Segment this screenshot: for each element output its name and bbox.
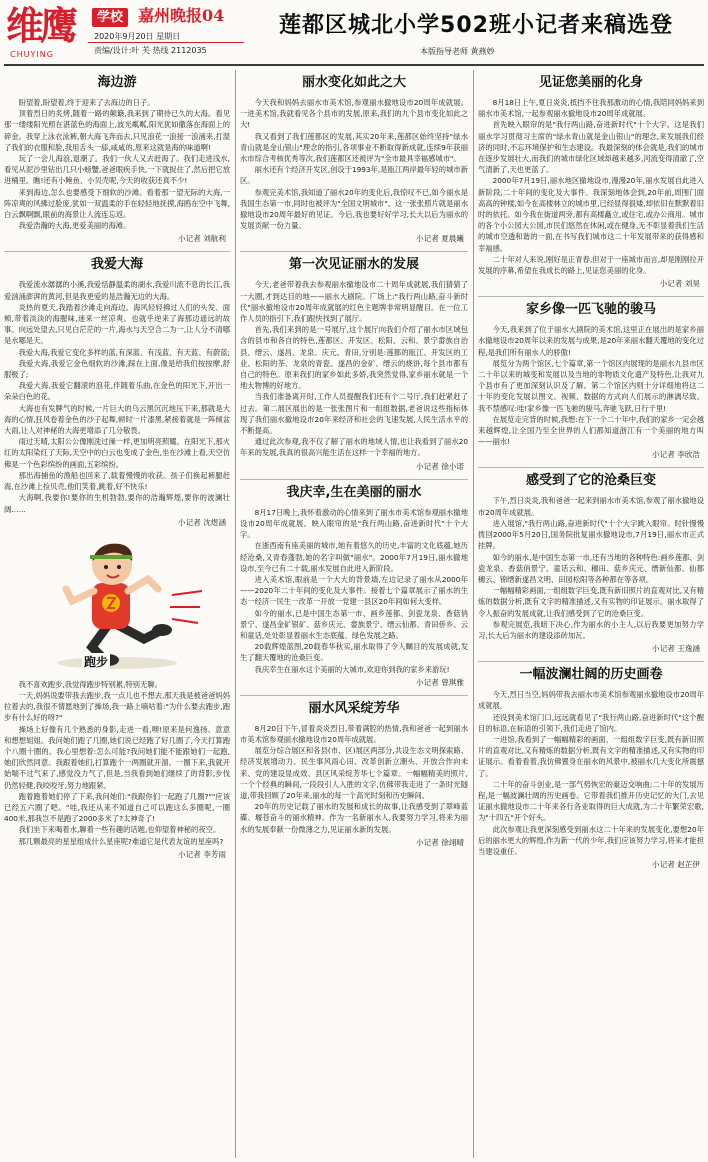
top-divider — [4, 64, 704, 66]
article-paragraph: 雨过天晴,太阳公公像刚洗过澡一样,更加明亮照耀。在阳光下,那火红的太阳染红了天际,天空中的白云也变成了金色,坐在沙滩上看,天空仿佛是一个色彩缤纷的画面,五彩缤纷。 — [4, 437, 230, 469]
article-paragraph: 通过此次参观,我不仅了解了丽水的地域人情,也让我看到了丽水20年来的发展,我真的很高兴能生活在这样一个幸福的地方。 — [240, 437, 468, 458]
article-paragraph: 还没到美术馆门口,远远就看见了"我行两山路,奋进新时代"这个醒目的标语,在标语的引领下,我们走进了馆内。 — [478, 712, 704, 733]
article-paragraph: 那出海捕鱼的渔船也回来了,载着慢慢的收获。孩子们换起裤腿赶海,在沙滩上捡贝壳,他们笑着,跳着,好不快乐! — [4, 470, 230, 492]
article-divider — [478, 467, 704, 468]
article-paragraph: 盼望着,盼望着,终于迎来了去海边的日子。 — [18, 98, 155, 107]
article-paragraph: 展览分综合展区和各县(市、区)展区两部分,共设生态文明探索路、经济发展增动力、民生事风雨心田、改革创新立潮头、开放合作向未来、党的建设显成效、县区风采绽芳华七个篇章。一幅幅精美的照片,一个个经典的瞬间,一段段引人入胜的文字,仿佛带我走进了一条时光隧道,带我回顾了20年来,丽水的每一个高光时刻和历史瞬间。 — [240, 746, 468, 800]
article-woaidahai — [4, 256, 230, 528]
article-title: 丽水变化如此之大 — [301, 75, 406, 90]
article-title: 家乡像一匹飞驰的骏马 — [525, 302, 656, 318]
article-paragraph: 我爱浩瀚的大海,更爱美丽的海滩。 — [18, 221, 131, 231]
article-paragraph: 大海啊,我要你!要你的生机勃勃,要你的浩瀚辉煌,要你的波澜壮阔…… — [4, 493, 230, 514]
article-paragraph: 下午,烈日炎炎,我和爸爸一起来到丽水市美术馆,参观了丽水撤地设市20周年成就展。 — [478, 496, 704, 517]
article-byline: 小记者 赵芷伊 — [652, 860, 700, 870]
article-byline: 小记者 刘航利 — [178, 234, 226, 244]
article-paragraph: 如今的丽水,是中国生态第一市,还有当地的各种特色:画乡莲都、剑瓷龙泉、香菇俏景宁、童话云和、穗田、菇乡庆元、缙新仙都、仙都穗云、锦缙新遂昌文明、田园松阳等各种都在等各项。 — [478, 552, 704, 584]
article-byline: 小记者 夏晨曦 — [416, 234, 464, 244]
article-paragraph: 此次参观让我更深刻感受到丽水这二十年来的发展变化,要想20年后的丽水更大的辉煌,作为新一代的少年,我们应该努力学习,将来才能担当建设重任。 — [478, 824, 704, 856]
article-paragraph: 我爱大海,我爱它金色细软的沙滩,踩在上面,像是给我们按按摩,舒服极了; — [4, 358, 230, 380]
article-paragraph: 进入展馆,"我行两山路,奋进新时代"十个大字跳入眼帘。时针慢慢拨回2000年5月20日,国务院批复丽水撤地设市,7月19日,丽水市正式挂牌。 — [478, 518, 704, 551]
article-paragraph: 二十年的奋斗创业,是一部气势恢宏的豪迈交响曲;二十年的发展历程,是一幅波澜壮阔的历史画卷。它带着我们推开历史记忆的大门,去见证丽水撤地设市二十年来各行各业取得的巨大成就,为二十年繁荣宏歌,为"十四五"开个好头。 — [478, 779, 704, 823]
article-paragraph: 8月17日晚上,我怀着激动的心情来到了丽水市美术馆参观丽水撤地设市20周年成就展。映入眼帘的是"我行两山路,奋进新时代"十个大字。 — [240, 507, 468, 540]
article-paragraph: 参观完展览,我暗下决心,作为丽水的小主人,以后我要更加努力学习,长大后为丽水的建设添砖加瓦。 — [478, 619, 704, 640]
article-paragraph: 我们坐下来喝着水,聊着一些有趣的话题,也仰望着神秘的夜空。 — [18, 825, 221, 835]
article-title: 见证您美丽的化身 — [538, 75, 643, 90]
article-paragraph: 我爱大海,我爱它翻滚的浪花,伴随着乐曲,在金色的阳光下,开出一朵朵白色的花。 — [4, 381, 230, 402]
article-junma — [478, 301, 704, 461]
article-paragraph: 那几颗最亮的星星组成什么星座呢?难道它是代表友谊的星座吗? — [18, 836, 224, 846]
article-paragraph: 一进馆,我看到了一幅幅精彩的画面、一组组数字巨变,既有新旧照片的直观对比,又有精炼的数据分析,既有文字的精准描述,又有实物的印证展示。看着看着,我仿佛置身在丽水的风景中,被丽水几大变化所震撼了。 — [478, 734, 704, 778]
article-lishui-bianhua — [240, 74, 468, 245]
runner-illustration-icon — [22, 535, 212, 671]
article-huajuan — [478, 666, 704, 871]
article-title: 我爱大海 — [90, 257, 143, 273]
article-byline: 小记者 曾琪雅 — [416, 677, 464, 687]
article-title: 第一次见证丽水的发展 — [288, 257, 419, 273]
article-divider — [478, 661, 704, 662]
article-paragraph: 一幅幅精彩画面,一组组数字巨变,既有新旧照片的直观对比,又有精炼的数据分析,既有文字的精准描述,又有实物的印证展示。丽水取得了令人振奋的发展成就,让我们感受到了它的沧桑巨变。 — [478, 586, 704, 618]
article-paragraph: 8月18日上午,夏日炎炎,抵挡不住我那激动的心情,我陪同妈妈来到丽水市美术馆,一起参观丽水撤地设市20周年成就展。 — [478, 98, 704, 119]
article-paragraph: 炎热的夏天,我踏着沙滩走向海边。海风轻轻拂过人们的头发、面颊,带着淡淡的海腥味,迷来一丝凉爽。也就乎逆来了海那边遥远的故事。向远处望去,只见白茫茫的一片,海水与天空合二为一,让人分不清哪是水哪是天。 — [4, 302, 230, 346]
article-paobu — [4, 679, 230, 861]
article-divider — [240, 695, 468, 696]
article-paragraph: 当我们准备离开时,工作人员提醒我们还有个二号厅,我们赶紧赶了过去。第二展区展出的是一张张图片和一组组数据,老爸说这些指标体现了我们丽水撤地设市20年来经济和社会的飞速发展,人民生活水平的不断提高。 — [240, 392, 468, 436]
article-paragraph: 我庆幸生在丽水这个美丽的大城市,欢迎你到我的家乡来游玩! — [254, 664, 450, 674]
column-divider — [473, 70, 474, 1158]
article-haibianyou — [4, 74, 230, 245]
column-middle — [240, 70, 468, 1160]
article-byline: 小记者 沈煜涵 — [178, 517, 226, 527]
issue-staff: 责编/设计:叶 芙 热线 2112035 — [94, 46, 207, 55]
article-paragraph: 今天,我来到了位于丽水大剧院的美术馆,这里正在展出的是家乡丽水撤地设市20周年以来的发展与成果,是20年来丽水翻天覆地的变化过程,是我们所有丽水人的骄傲! — [478, 325, 704, 357]
article-paragraph: 今天我和妈妈去丽水市美术馆,参观丽水撤地设市20周年成就展。一进美术馆,我就看见各个县市的发展,原来,我们的九个县市变化如此之大! — [240, 98, 468, 130]
article-divider — [240, 251, 468, 252]
article-paragraph: 一天,妈妈说要带我去跑步,我一点儿也不想去,那天我是被爸爸妈妈拉着去的,我很不情愿地到了操场,我一路上嘀咕着:"为什么要去跑步,跑步有什么好的呀?" — [4, 690, 230, 723]
article-paragraph: 在展览走完背的时候,我想:在下一个二十年中,我们的家乡一定会越来越辉煌,让全国乃至全世界的人们都知道浙江有一个美丽的地方叫——丽水! — [478, 414, 704, 447]
article-paragraph: 今天,烈日当空,妈妈带我去丽水市美术馆参观丽水撤地设市20周年成就展。 — [478, 690, 704, 711]
runner-illustration — [4, 535, 230, 675]
article-paragraph: 8月20日下午,冒着炎炎烈日,带着满腔的热情,我和爸爸一起到丽水市美术馆参观丽水撤地设市20周年成就展。 — [240, 723, 468, 744]
issue-date: 2020年9月20日 星期日 — [94, 32, 181, 41]
article-paragraph: 我又看到了我们莲都区的发展,其实20年来,莲都区始终坚持"绿水青山就是金山银山"理念的指引,各项事业不断取得新成就,连续9年获丽水市综合考核优秀等次,我们莲都区还被评为"全市最具幸福感城市"。 — [240, 131, 468, 164]
article-title: 丽水风采绽芳华 — [308, 700, 400, 716]
article-paragraph: 参观完美术馆,我知道了丽水20年的变化后,我惊叹不已,如今丽水是我国生态第一市,同时也被评为"全国文明城市"。这一张张照片就是丽水撤地设市20周年最好的见证。今后,我也要好好学习,长大以后为丽水的发展贡献一份力量。 — [240, 187, 468, 231]
page-headline: 莲都区城北小学502班小记者来稿选登 — [279, 13, 673, 38]
article-paragraph: 20载辉煌蓝图,20载春华秋实,丽水取得了令人瞩目的发展成就,发生了翻天覆地的沧桑巨变。 — [240, 642, 468, 663]
article-title: 海边游 — [97, 75, 137, 90]
column-right — [478, 70, 704, 1160]
logo-sub: CHUYING — [10, 50, 54, 59]
article-paragraph: 我不喜欢跑步,我觉得跑步特别累,特别无聊。 — [18, 679, 162, 689]
article-paragraph: 玩了一会儿海浪,退潮了。我们一伙人又去赶海了。我们走进浅水,看见从泥沙里钻出几只小螃蟹,爸爸眼疾手快,一下就捉住了,然后把它放进桶里。瞧!还有小鲍鱼、小贝壳呢,今天的收获还真不少! — [4, 154, 230, 186]
section-tag: 学校 — [92, 8, 128, 27]
illustration-caption: 跑步 — [84, 654, 109, 669]
article-divider — [478, 296, 704, 297]
article-cangsang — [478, 472, 704, 655]
article-paragraph: 二十年对人来说,刚好是正青春,但对于一座城市而言,却是刚刚拉开发展的序幕,希望在我成长的路上,见证您美丽的化身。 — [478, 254, 704, 276]
article-qingxing — [240, 484, 468, 689]
article-paragraph: 大海也有发脾气的时候,一片巨大的乌云黑沉沉地压下来,那就是大海的心情,狂风卷着金色的沙子起舞,顿时一片漆黑,紧接着就是一阵倾盆大雨,让人对神秘的大海更增添了几分敬畏。 — [4, 403, 230, 436]
masthead — [0, 0, 708, 64]
article-paragraph: 20年的历史记载了丽水的发展和成长的故事,让我感受到了翠峰蓝碟、堰苍奋斗的丽水精神。作为一名新丽水人,我要努力学习,将来为丽水的发展奉献一份微薄之力,见证丽水新的发展。 — [240, 802, 468, 834]
article-diyici-jianzheng — [240, 256, 468, 472]
article-byline: 小记者 徐翊晴 — [416, 837, 464, 847]
article-byline: 小记者 李欣浩 — [652, 450, 700, 460]
article-fengcai — [240, 700, 468, 849]
article-title: 我庆幸,生在美丽的丽水 — [286, 484, 422, 500]
article-byline: 小记者 王逸涵 — [652, 644, 700, 654]
article-paragraph: 首先映入眼帘的是"我行两山路,奋进新时代"十个大字。这是我们丽水学习贯彻习主席的"绿水青山就是金山银山"的理念,来发展我们经济的同时,不忘环境保护和生态建设。我最深刻的体会就是,我们的城市在逐步发展壮大,而我们的城市绿化区域却越来越多,河流变得清澈了,空气清新了,天也更蓝了。 — [478, 120, 704, 175]
article-paragraph: 2000年7月19日,丽水地区撤地设市,漫漫20年,丽水发展自此进入新阶段,二十年间的变化及大事件。我深刻地体会到,20年前,周围门面高高的钟楼,如今在高楼林立的城市里,已经显得很矮,却依旧在默默着旧时的依托。如今我在街道两旁,都有高楼矗立,或住宅,或办公商用。城市的各个小公园大公园,市民们悠然在休闲,或在健身,无不彰显着我们生活的城市空透和谐的一面,在书写我们城市这二十年发展带来的获得感和幸福感。 — [478, 176, 704, 253]
article-paragraph: 丽水还有个经济开发区,创设于1993年,是瓯江两岸最年轻的城市新区。 — [240, 165, 468, 186]
column-divider — [235, 70, 236, 1158]
article-paragraph: 如今的丽水,已是中国生态第一市、画乡莲都、剑瓷龙泉、香菇俏景宁、遂昌金矿银矿、菇乡庆元、畲族景宁、缙云仙都、青田侨乡、云和童话,处处彰显着丽水生态底蕴、绿色发展之路。 — [240, 608, 468, 640]
article-paragraph: 我爱流水潺潺的小溪,我爱恬静温柔的湖水,我爱川流不息的长江,我爱汹涌澎湃的黄河,但是我更爱的是浩瀚无边的大海。 — [4, 280, 230, 301]
article-byline: 小记者 李芳雨 — [178, 849, 226, 859]
article-paragraph: 来到海边,怎么也要感受下细软的沙滩。看着那一望无际的大海,一阵凉爽的风拂过脸庞,犹如一双温柔的手在轻轻地抚摸,海鸥在空中飞舞,白云飘啊飘,眼前的海景让人流连忘返。 — [4, 187, 230, 220]
paper-name: 嘉州晚报04 — [138, 6, 225, 25]
article-divider — [240, 479, 468, 480]
article-paragraph: 首先,我们来到的是一号展厅,这个展厅向我们介绍了丽水市区域包含的县市和各自的特色,莲都区、开发区、松阳、云和、景宁畲族自治县、缙云、遂昌、龙泉、庆元、青田,分别是:莲都的瓯江、开发区的工业、松阳的茶、龙泉的青瓷、遂昌的金矿、缙云的烧饼,每个县市都有自己的特色。原来我们的家乡如此多娇,我突然觉得,家乡丽水就是一个地大物博的好地方。 — [240, 325, 468, 391]
article-paragraph: 在浙西南有座美丽的城市,她有着悠久的历史,丰富的文化底蕴,她历经沧桑,又青春蓬勃,她的名字叫做"丽水"。2000年7月19日,丽水撤地设市,至今已有二十载,丽水发展自此进入新阶段。 — [240, 541, 468, 573]
article-byline: 小记者 刘昊 — [659, 279, 700, 289]
masthead-rule — [88, 42, 244, 43]
article-paragraph: 跑着跑着她们停了下来,我问她们:"我跟你们一起跑了几圈?""应该已经五六圈了吧。"哇,我还从来不知道自己可以跑这么多圈呢,一圈400米,那我岂不是跑了2000多米了?太神奇了! — [4, 791, 230, 824]
column-left — [4, 70, 230, 1160]
article-divider — [4, 251, 230, 252]
article-paragraph: 我爱大海,我爱它变化多样的蓝,有深蓝、有浅蓝、有天蓝、有蔚蓝; — [18, 347, 230, 357]
paper-logo — [6, 4, 84, 62]
editor-line: 本版指导老师 黄燕妙 — [420, 47, 495, 56]
logo-text: 维鹰 — [6, 3, 75, 48]
article-byline: 小记者 徐小诺 — [416, 461, 464, 471]
article-paragraph: 进入美术馆,眼前是一个大大的背景墙,左边记录了丽水从2000年——2020年二十年间的变化及大事件。接着七个篇章展示了丽水的生态一经济一民生一改革一开放一党建一县区20年间如何大变样。 — [240, 574, 468, 607]
article-paragraph: 顶着烈日的炙烤,随着一路的颠簸,我来到了期待已久的大海。看见那一缕缕阳光照在湛蓝色的海面上,波光粼粼,阳光犹如撒落在海面上的碎金。我穿上泳衣泳裤,朝大海飞奔而去,只见浪花一浪接一浪涌来,打湿了我们的衣服和脸,我用舌头一舔,咸咸的,原来这就是海的味道啊! — [4, 109, 230, 152]
article-paragraph: 今天,老爸带着我去参观丽水撤地设市二十周年成就展,我们猜猜了一大圈,才到达目的地——丽水大剧院。广场上:"我行两山路,奋斗新时代"丽水撤地设市20周年成就展的红色主题牌非常明显醒目。在一位工作人员的指引下,我们跟快找到了展厅。 — [240, 280, 468, 324]
article-title: 一幅波澜壮阔的历史画卷 — [519, 667, 663, 683]
article-title: 感受到了它的沧桑巨变 — [525, 473, 656, 489]
article-huashen — [478, 74, 704, 290]
article-paragraph: 操场上好像有几个熟悉的身影,走进一看,噢!原来是何逸扬、意意和想想姐姐。我问她们跑了几圈,她们说已经跑了好几圈了,今天打算跑个八圈十圈的。我心里想着:怎么可能?我问她们能不能跟她们一起跑,她们欣然同意。我跟着她们,打算跑个一两圈就开溜。一圈下来,我就开始喘不过气来了,感觉没力气了,但是,当我看到她们继续了的背影,步伐仍然轻健,我咬咬牙,努力地跟紧。 — [4, 724, 230, 790]
article-paragraph: 展览分为两个馆区,七个篇章,第一个馆区内展现的是丽水九县市区二十年以来的城变和发展以及当地的非物质文化遗产及特色,让我对九个县市有了更加深刻认识及了解。第二个馆区内则十分详细地将这二十年的变化发展以图文、视频、数据的方式向人们展示的淋漓尽致。我不禁感叹:哇!家乡像一匹飞驰的骏马,奔驰飞跃,日行千里! — [478, 358, 704, 413]
